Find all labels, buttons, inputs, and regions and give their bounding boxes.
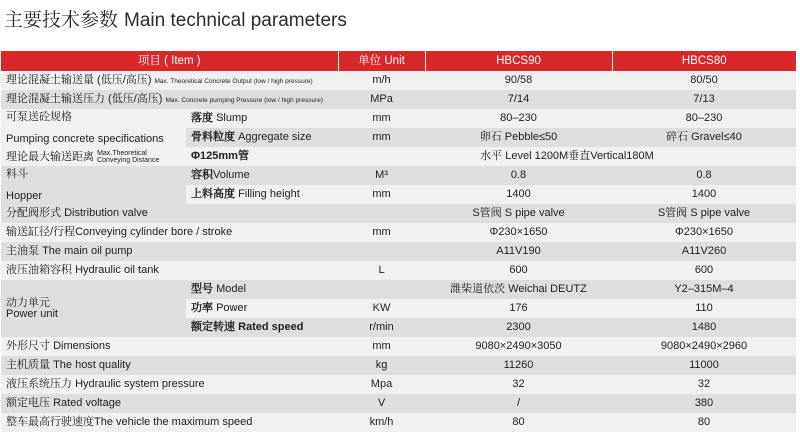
row-value-2: 80–230 <box>612 109 796 128</box>
row-value-1: 32 <box>425 375 612 394</box>
row-label: 料斗 Hopper <box>1 166 186 204</box>
row-value-1: 1400 <box>425 185 612 204</box>
row-unit: mm <box>338 223 425 242</box>
row-value-2: A11V260 <box>612 242 796 261</box>
row-label: 可泵送砼规格 Pumping concrete specifications <box>1 109 186 147</box>
table-row <box>1 147 796 166</box>
row-value-1: A11V190 <box>425 242 612 261</box>
table-row <box>1 394 796 413</box>
table-row <box>1 242 796 261</box>
header-model2: HBCS80 <box>612 51 796 71</box>
table-row <box>1 90 796 109</box>
row-label: 动力单元 Power unit <box>1 280 186 337</box>
row-label: 理论混凝土输送压力 (低压/高压) Max. Concrete pumping Pressure (low / high pressure) <box>1 90 338 109</box>
sub-label: 型号 Model <box>186 280 338 299</box>
row-value-2: 600 <box>612 261 796 280</box>
table-row <box>1 413 796 432</box>
table-row <box>1 204 796 223</box>
row-value-2: 380 <box>612 394 796 413</box>
table-header <box>1 51 796 71</box>
row-unit: V <box>338 394 425 413</box>
table-row <box>1 223 796 242</box>
row-label: 分配阀形式 Distribution valve <box>1 204 338 223</box>
row-value-2: Y2–315M–4 <box>612 280 796 299</box>
sub-label: Φ125mm管 <box>186 147 338 166</box>
row-unit: Mpa <box>338 375 425 394</box>
row-label: 外形尺寸 Dimensions <box>1 337 338 356</box>
row-value-1: 80 <box>425 413 612 432</box>
row-value-2: 1400 <box>612 185 796 204</box>
row-unit: mm <box>338 185 425 204</box>
table-row <box>1 261 796 280</box>
row-label: 输送缸径/行程Conveying cylinder bore / stroke <box>1 223 338 242</box>
sub-label: 骨料粒度 Aggregate size <box>186 128 338 147</box>
row-value-2: 1480 <box>612 318 796 337</box>
row-value-2: 0.8 <box>612 166 796 185</box>
row-value-1: 11260 <box>425 356 612 375</box>
sub-label: 功率 Power <box>186 299 338 318</box>
table-row <box>1 166 796 185</box>
table-row <box>1 280 796 299</box>
row-value-2: 80 <box>612 413 796 432</box>
row-unit <box>338 204 425 223</box>
row-value-2: 11000 <box>612 356 796 375</box>
title-en: Main technical parameters <box>124 10 347 31</box>
row-label: 理论最大输送距离 Max.Theoretical Conveying Distance <box>1 147 186 166</box>
row-value-1: 卵石 Pebble≤50 <box>425 128 612 147</box>
sub-label: 上料高度 Filling height <box>186 185 338 204</box>
row-value-1: 0.8 <box>425 166 612 185</box>
row-value: 水平 Level 1200M垂直Vertical180M <box>338 147 796 166</box>
title-zh: 主要技术参数 <box>4 10 119 31</box>
row-unit: m/h <box>338 71 425 90</box>
row-unit: mm <box>338 128 425 147</box>
row-label: 主油泵 The main oil pump <box>1 242 338 261</box>
row-unit <box>338 242 425 261</box>
row-value-1: 9080×2490×3050 <box>425 337 612 356</box>
page-title <box>4 5 347 32</box>
sub-label: 容积Volume <box>186 166 338 185</box>
row-unit: r/min <box>338 318 425 337</box>
table-row <box>1 337 796 356</box>
row-label: 整车最高行驶速度The vehicle the maximum speed <box>1 413 338 432</box>
row-label: 额定电压 Rated voltage <box>1 394 338 413</box>
row-value-1: S管阀 S pipe valve <box>425 204 612 223</box>
row-unit: MPa <box>338 90 425 109</box>
row-value-2: 110 <box>612 299 796 318</box>
row-label: 液压油箱容积 Hydraulic oil tank <box>1 261 338 280</box>
row-value-2: 9080×2490×2960 <box>612 337 796 356</box>
parameters-table <box>1 51 796 432</box>
header-item: 项目 ( Item ) <box>1 51 338 71</box>
row-unit: M³ <box>338 166 425 185</box>
sub-label: 额定转速 Rated speed <box>186 318 338 337</box>
header-model1: HBCS90 <box>425 51 612 71</box>
row-value-1: Φ230×1650 <box>425 223 612 242</box>
header-unit: 单位 Unit <box>338 51 425 71</box>
row-value-2: 碎石 Gravel≤40 <box>612 128 796 147</box>
row-unit: kg <box>338 356 425 375</box>
row-label: 主机质量 The host quality <box>1 356 338 375</box>
row-value-2: S管阀 S pipe valve <box>612 204 796 223</box>
row-unit: km/h <box>338 413 425 432</box>
row-value-1: 80–230 <box>425 109 612 128</box>
row-value-1: 90/58 <box>425 71 612 90</box>
row-label: 理论混凝土输送量 (低压/高压) Max. Theoretical Concrete Output (low / high pressure) <box>1 71 338 90</box>
row-value-1: / <box>425 394 612 413</box>
row-unit: KW <box>338 299 425 318</box>
row-value-2: Φ230×1650 <box>612 223 796 242</box>
table-row <box>1 356 796 375</box>
row-value-2: 32 <box>612 375 796 394</box>
row-value-1: 176 <box>425 299 612 318</box>
row-value-1: 7/14 <box>425 90 612 109</box>
row-value-1: 潍柴道依茨 Weichai DEUTZ <box>425 280 612 299</box>
sub-label: 落度 Slump <box>186 109 338 128</box>
row-value-1: 600 <box>425 261 612 280</box>
row-label: 液压系统压力 Hydraulic system pressure <box>1 375 338 394</box>
table-row <box>1 71 796 90</box>
row-unit: L <box>338 261 425 280</box>
row-unit: mm <box>338 109 425 128</box>
row-value-1: 2300 <box>425 318 612 337</box>
table-row <box>1 375 796 394</box>
row-unit <box>338 280 425 299</box>
row-value-2: 7/13 <box>612 90 796 109</box>
table-row <box>1 109 796 128</box>
row-unit: mm <box>338 337 425 356</box>
row-value-2: 80/50 <box>612 71 796 90</box>
